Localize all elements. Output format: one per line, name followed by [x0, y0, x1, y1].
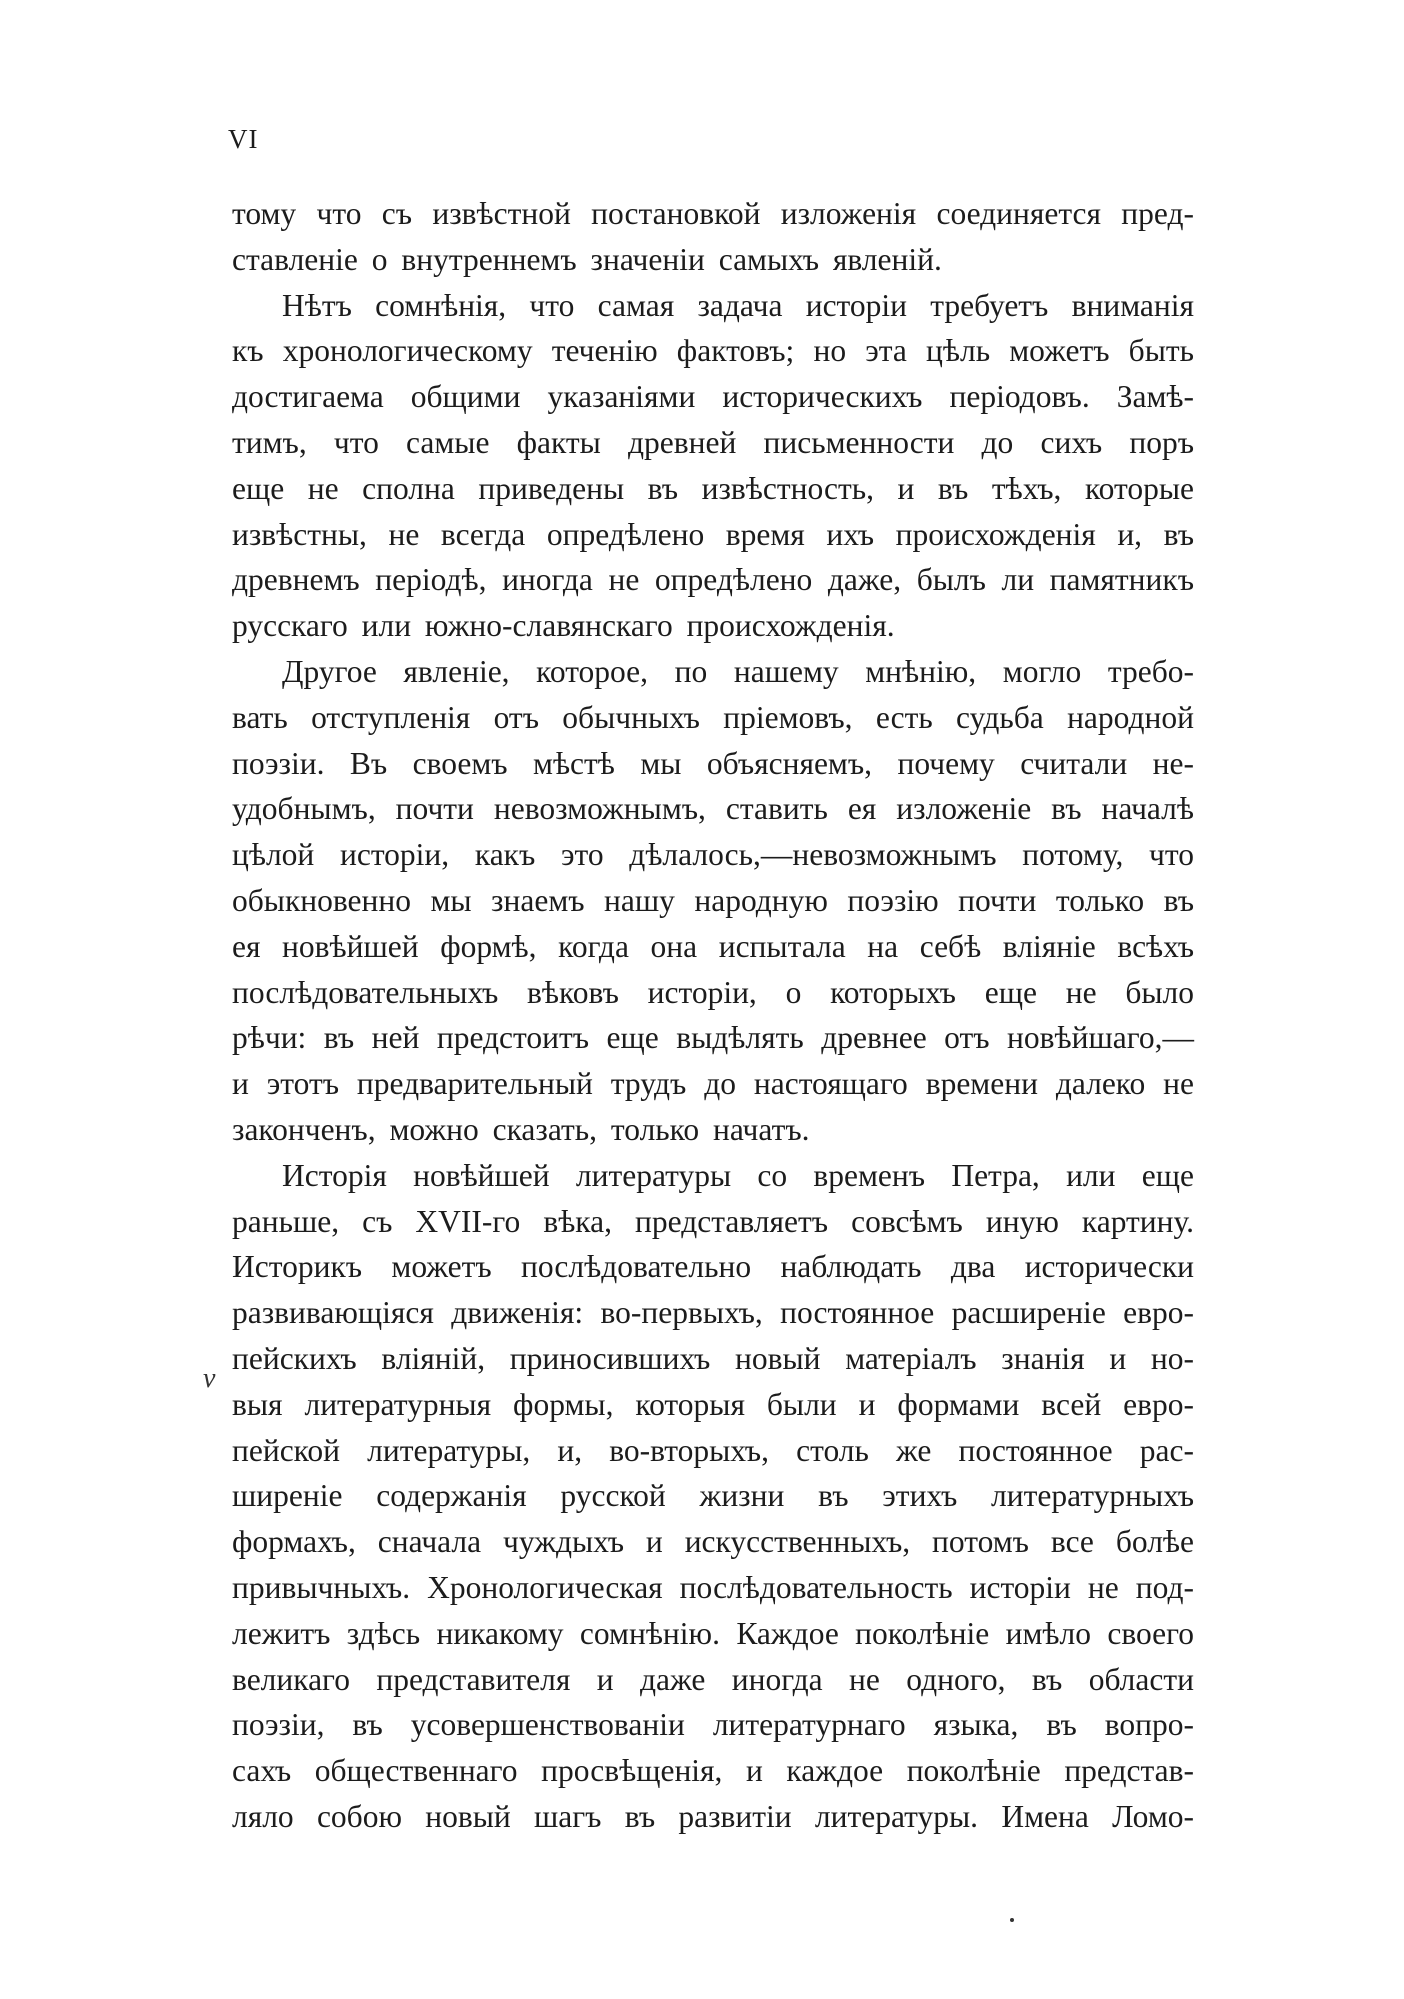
- text-line: цѣлой исторіи, какъ это дѣлалось,—невозможнымъ потому, что: [232, 837, 1194, 873]
- margin-mark: v: [203, 1363, 216, 1394]
- text-line: Нѣтъ сомнѣнія, что самая задача исторіи требуетъ вниманія: [282, 287, 1194, 323]
- text-line: привычныхъ. Хронологическая послѣдовательность исторіи не под-: [232, 1570, 1194, 1605]
- text-line: выя литературныя формы, которыя были и формами всей евро-: [232, 1386, 1194, 1422]
- text-line: ширеніе содержанія русской жизни въ этихъ литературныхъ: [232, 1478, 1194, 1514]
- text-line: развивающіяся движенія: во-первыхъ, постоянное расширеніе евро-: [232, 1295, 1194, 1331]
- text-line: извѣстны, не всегда опредѣлено время ихъ происхожденія и, въ: [232, 516, 1194, 552]
- text-line: еще не сполна приведены въ извѣстность, и въ тѣхъ, которые: [232, 470, 1194, 506]
- text-line: сахъ общественнаго просвѣщенія, и каждое поколѣніе представ-: [232, 1753, 1194, 1789]
- page-number: VI: [228, 124, 259, 154]
- text-line: обыкновенно мы знаемъ нашу народную поэзію почти только въ: [232, 883, 1194, 918]
- text-line: ляло собою новый шагъ въ развитіи литературы. Имена Ломо-: [232, 1799, 1194, 1834]
- text-line: и этотъ предварительный трудъ до настоящаго времени далеко не: [232, 1066, 1194, 1102]
- text-line: раньше, съ XVII-го вѣка, представляетъ совсѣмъ иную картину.: [232, 1203, 1194, 1239]
- text-line: Историкъ можетъ послѣдовательно наблюдать два исторически: [232, 1249, 1194, 1285]
- text-line: Исторія новѣйшей литературы со временъ Петра, или еще: [282, 1157, 1194, 1193]
- text-line: русскаго или южно-славянскаго происхожденія.: [232, 608, 895, 644]
- text-line: пейской литературы, и, во-вторыхъ, столь же постоянное рас-: [232, 1432, 1194, 1468]
- text-line: достигаема общими указаніями историческихъ періодовъ. Замѣ-: [232, 379, 1194, 415]
- text-line: древнемъ періодѣ, иногда не опредѣлено даже, былъ ли памятникъ: [232, 562, 1194, 598]
- text-line: тимъ, что самые факты древней письменности до сихъ поръ: [232, 425, 1194, 460]
- text-line: лежитъ здѣсь никакому сомнѣнію. Каждое поколѣніе имѣло своего: [232, 1615, 1194, 1651]
- text-line: рѣчи: въ ней предстоитъ еще выдѣлять древнее отъ новѣйшаго,—: [232, 1020, 1194, 1056]
- text-line: ставленіе о внутреннемъ значеніи самыхъ явленій.: [232, 241, 942, 277]
- text-line: великаго представителя и даже иногда не одного, въ области: [232, 1661, 1194, 1697]
- text-line: ея новѣйшей формѣ, когда она испытала на себѣ вліяніе всѣхъ: [232, 928, 1194, 964]
- text-line: законченъ, можно сказать, только начатъ.: [232, 1112, 810, 1147]
- text-line: послѣдовательныхъ вѣковъ исторіи, о которыхъ еще не было: [232, 974, 1194, 1010]
- ink-speck: [1010, 1918, 1014, 1922]
- text-line: формахъ, сначала чуждыхъ и искусственныхъ, потомъ все болѣе: [232, 1524, 1194, 1560]
- text-line: поэзіи, въ усовершенствованіи литературнаго языка, въ вопро-: [232, 1707, 1194, 1743]
- text-line: удобнымъ, почти невозможнымъ, ставить ея изложеніе въ началѣ: [232, 791, 1194, 827]
- text-line: Другое явленіе, которое, по нашему мнѣнію, могло требо-: [282, 654, 1194, 689]
- text-line: пейскихъ вліяній, приносившихъ новый матеріалъ знанія и но-: [232, 1341, 1194, 1376]
- text-line: тому что съ извѣстной постановкой изложенія соединяется пред-: [232, 196, 1194, 231]
- text-line: къ хронологическому теченію фактовъ; но эта цѣль можетъ быть: [232, 333, 1194, 369]
- text-line: вать отступленія отъ обычныхъ пріемовъ, есть судьба народной: [232, 699, 1194, 735]
- text-line: поэзіи. Въ своемъ мѣстѣ мы объясняемъ, почему считали не-: [232, 745, 1194, 781]
